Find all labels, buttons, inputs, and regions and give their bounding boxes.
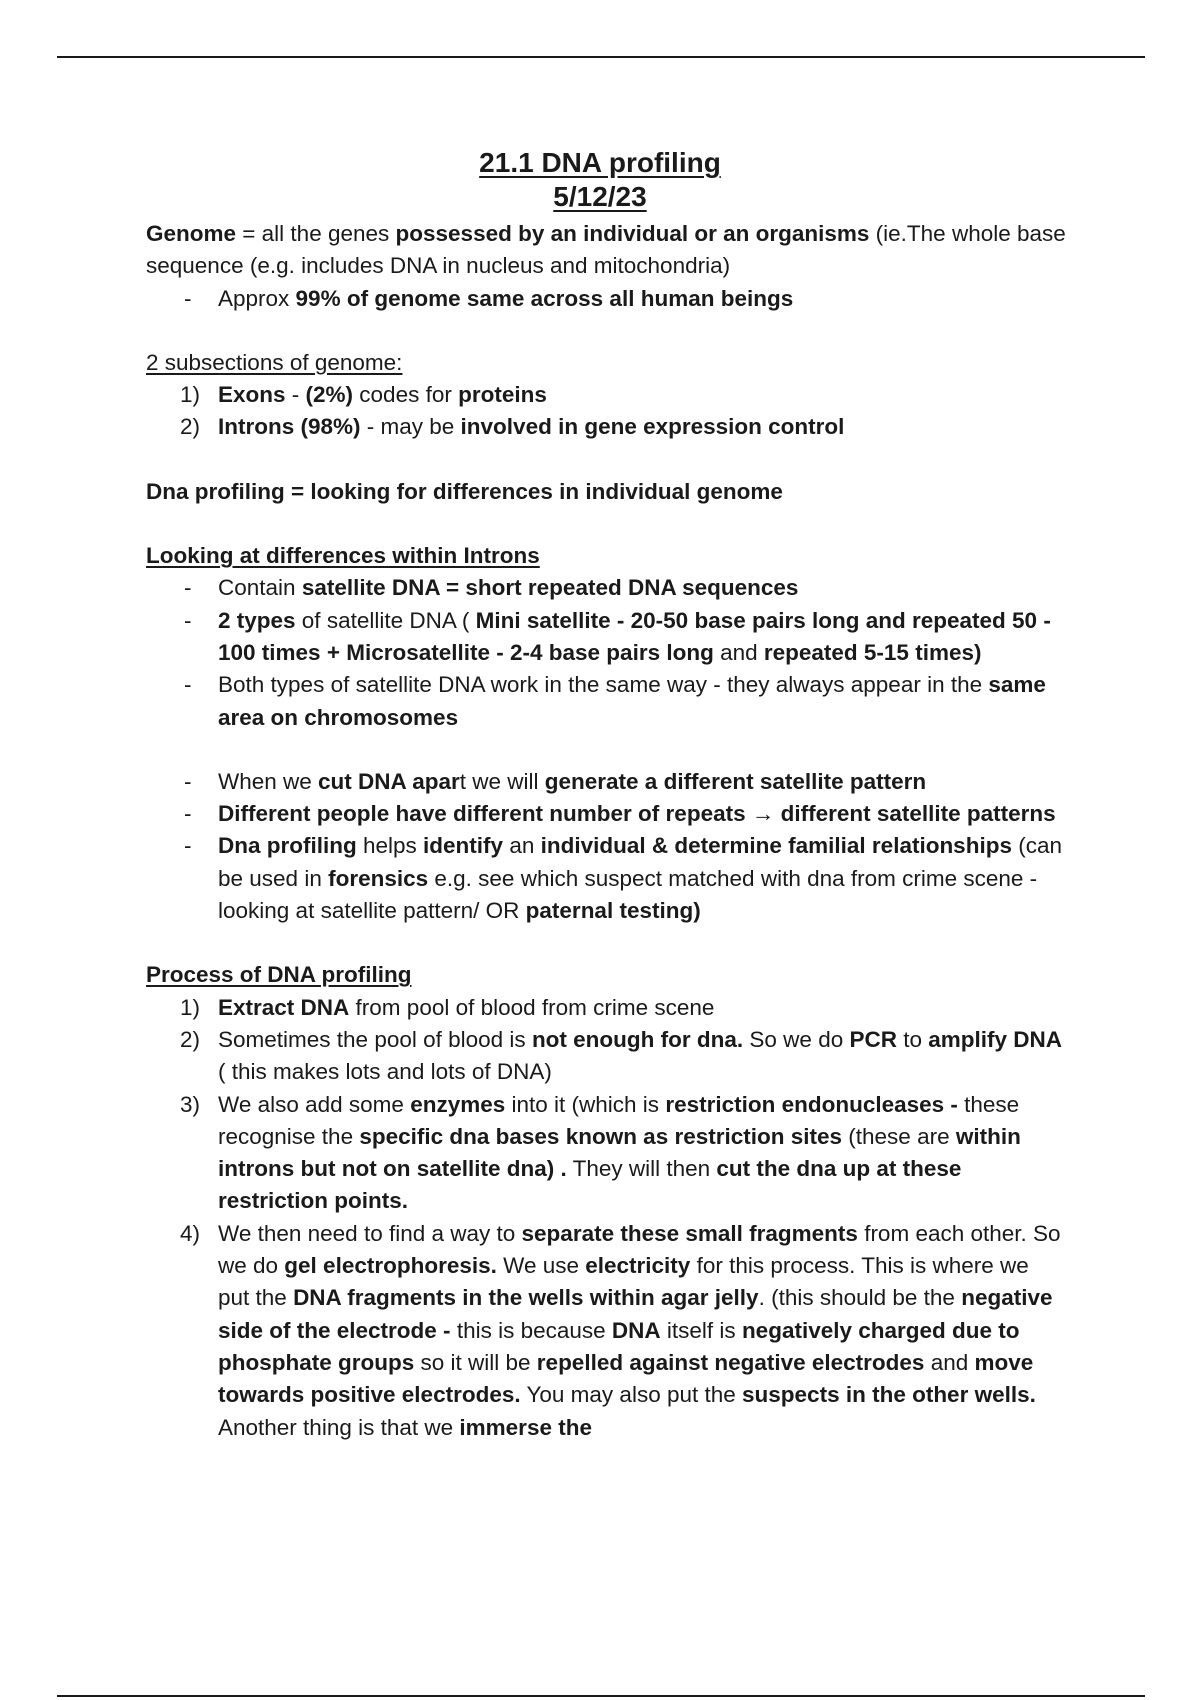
bold-text: Dna profiling [218, 833, 357, 859]
list-item-text [218, 801, 1056, 826]
text: Another thing is that we [218, 1414, 460, 1440]
bold-text: immerse the [459, 1414, 592, 1440]
text: So we do [743, 1026, 850, 1052]
bold-text: individual & determine familial relationships [540, 833, 1012, 859]
bold-text: (2%) [305, 382, 354, 408]
text: (these are [842, 1123, 956, 1149]
numbered-item [146, 1089, 1066, 1218]
text: We also add some [218, 1091, 411, 1117]
introns-bullets-a [146, 572, 1066, 733]
list-item-text [218, 672, 1046, 729]
bold-text: involved in gene expression control [460, 414, 845, 440]
bold-text: forensics [328, 865, 429, 891]
bold-text: negatively charged due to phosphate groups [218, 1317, 1020, 1375]
bold-text: cut DNA apar [318, 768, 460, 794]
bold-text: Introns (98%) [218, 414, 361, 440]
text: from each other. So we do [218, 1220, 1061, 1279]
bold-text: gel electrophoresis. [284, 1253, 497, 1279]
dash-marker: - [184, 672, 192, 698]
bold-text: paternal testing) [525, 898, 701, 924]
list-item-text [218, 833, 1062, 923]
text: - may be [360, 414, 461, 440]
text: this is because [450, 1317, 612, 1343]
text: for this process. This is where we put the [218, 1253, 1029, 1311]
subsections-list [146, 379, 1066, 444]
text: e.g. see which suspect matched with dna from crime scene - looking at satellite pattern/ OR [218, 865, 1038, 924]
page-date: 5/12/23 [553, 181, 647, 212]
dash-marker: - [184, 801, 192, 827]
list-item-text [218, 1092, 1021, 1214]
bold-text: move towards positive electrodes. [218, 1349, 1034, 1408]
bold-text: Genome [146, 221, 237, 246]
bold-text: Mini satellite - 20-50 base pairs long and repeated 50 - 100 times + Microsatellite - 2-4 base pairs long [218, 607, 1051, 665]
dash-marker: - [184, 833, 192, 859]
list-item-text [218, 769, 926, 794]
bold-text: negative side of the electrode - [218, 1285, 1053, 1343]
text: We then need to find a way to [218, 1220, 522, 1246]
text: = all the genes [236, 221, 396, 246]
list-item-text [218, 608, 1051, 665]
numbered-item [146, 379, 1066, 411]
bold-text: electricity [585, 1253, 691, 1279]
text: into it (which is [505, 1091, 666, 1117]
text: You may also put the [520, 1382, 743, 1408]
text: from pool of blood from crime scene [349, 994, 715, 1020]
number-marker: 1) [180, 994, 201, 1020]
bold-text: enzymes [410, 1091, 506, 1117]
text: We use [496, 1253, 586, 1279]
text: itself is [660, 1317, 742, 1343]
numbered-item [146, 1218, 1066, 1444]
bold-text: DNA fragments in the wells within agar jelly [293, 1285, 759, 1311]
bold-text: within introns but not on satellite dna) . [218, 1123, 1021, 1182]
page-title-block [0, 146, 1200, 214]
bold-text: Extract DNA [218, 994, 350, 1020]
list-item-text [218, 1027, 1062, 1084]
bold-text: specific dna bases known as restriction sites [359, 1123, 843, 1149]
bullet-item [146, 605, 1066, 670]
bold-text: cut the dna up at these restriction points. [218, 1156, 962, 1214]
list-item [146, 283, 1066, 315]
text: helps [356, 833, 424, 859]
list-item-text [218, 1221, 1061, 1440]
bold-text: not enough for dna. [531, 1026, 744, 1052]
bold-text: same area on chromosomes [218, 672, 1046, 730]
bold-text: repelled against negative electrodes [536, 1349, 925, 1375]
process-steps [146, 992, 1066, 1444]
bullet-item [146, 830, 1066, 927]
top-rule [57, 56, 1145, 58]
bold-text: satellite DNA = short repeated DNA sequences [301, 575, 799, 601]
numbered-item [146, 992, 1066, 1024]
list-item-text [218, 414, 844, 439]
bold-text: generate a different satellite pattern [544, 768, 927, 794]
bold-text: restriction endonucleases - [665, 1091, 958, 1117]
list-item-text [218, 575, 798, 600]
text: (ie.The whole base sequence (e.g. includes DNA in nucleus and mitochondria) [146, 221, 1066, 279]
text: to [897, 1026, 929, 1052]
text: Contain [218, 575, 302, 601]
text: and [713, 639, 764, 665]
dash-marker: - [184, 768, 192, 794]
list-item-text [218, 382, 547, 407]
list-item-text [218, 286, 793, 311]
bold-text: identify [423, 833, 504, 859]
dash-marker: - [184, 575, 192, 601]
bold-text: separate these small fragments [521, 1220, 858, 1246]
bold-text: DNA [611, 1317, 661, 1343]
subsections-heading: 2 subsections of genome: [146, 349, 403, 375]
bottom-rule [57, 1695, 1145, 1697]
text: Approx [218, 285, 296, 311]
text: ( this makes lots and lots of DNA) [218, 1059, 552, 1085]
text: Sometimes the pool of blood is [218, 1026, 532, 1052]
profiling-definition: Dna profiling = looking for differences in individual genome [146, 478, 783, 504]
document-body [146, 218, 1066, 1444]
bold-text: 2 types [218, 607, 296, 633]
number-marker: 1) [180, 382, 201, 408]
bold-text: Different people have different number of repeats → different satellite patterns [218, 801, 1056, 827]
numbered-item [146, 411, 1066, 443]
bullet-item [146, 798, 1066, 830]
text: They will then [566, 1156, 717, 1182]
number-marker: 3) [180, 1091, 201, 1117]
number-marker: 2) [180, 1026, 201, 1052]
bullet-item [146, 766, 1066, 798]
text: and [924, 1349, 975, 1375]
text: When we [218, 768, 319, 794]
bold-text: possessed by an individual or an organisms [395, 221, 870, 246]
bold-text: 99% of genome same across all human beings [295, 285, 794, 311]
text: an [503, 833, 541, 859]
bold-text: Exons [218, 382, 286, 408]
bold-text: repeated 5-15 times) [763, 639, 982, 665]
introns-heading: Looking at differences within Introns [146, 543, 540, 569]
number-marker: 2) [180, 414, 201, 440]
text: (can be used in [218, 833, 1062, 891]
number-marker: 4) [180, 1220, 201, 1246]
numbered-item [146, 1024, 1066, 1089]
genome-definition [146, 218, 1066, 283]
text: codes for [353, 382, 459, 408]
bold-text: amplify DNA [928, 1026, 1063, 1052]
bold-text: proteins [458, 382, 547, 408]
page-title: 21.1 DNA profiling [479, 147, 721, 178]
text: these recognise the [218, 1091, 1020, 1149]
text: of satellite DNA ( [295, 607, 476, 633]
bullet-item [146, 669, 1066, 734]
bullet-item [146, 572, 1066, 604]
text: so it will be [414, 1349, 537, 1375]
text: - [285, 382, 306, 408]
text: . (this should be the [758, 1285, 962, 1311]
process-heading: Process of DNA profiling [146, 962, 412, 988]
dash-marker: - [184, 607, 192, 633]
bold-text: PCR [849, 1026, 897, 1052]
genome-bullets [146, 283, 1066, 315]
list-item-text [218, 995, 714, 1020]
bold-text: suspects in the other wells. [742, 1382, 1036, 1408]
dash-marker: - [184, 285, 192, 311]
introns-bullets-b [146, 766, 1066, 927]
text: t we will [459, 768, 545, 794]
text: Both types of satellite DNA work in the same way - they always appear in the [218, 672, 989, 698]
